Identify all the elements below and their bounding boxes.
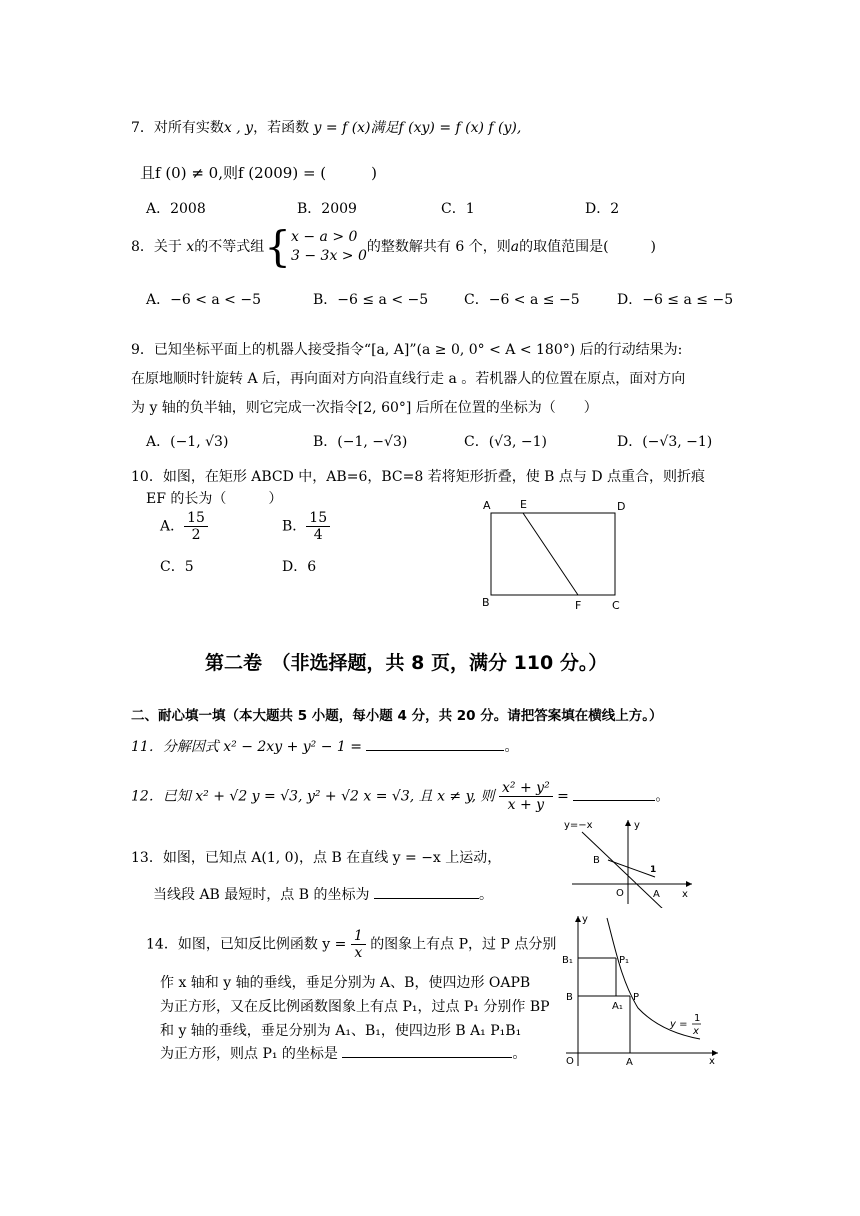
label-y-eq: y =: [670, 1019, 688, 1030]
q7-option-d: D．2: [585, 201, 620, 217]
q10-option-a: [160, 510, 208, 543]
q14-line3: 为正方形，又在反比例函数图象上有点 P₁，过点 P₁ 分别作 BP: [160, 999, 550, 1015]
q10-option-b: [282, 510, 330, 543]
q9-line2: 在原地顺时针旋转 A 后，再向面对方向沿直线行走 a 。若机器人的位置在原点，面对方向: [131, 371, 686, 387]
q12-numerator: x² + y²: [499, 780, 553, 797]
q7-func: y = f (x)满足f (xy) = f (x) f (y),: [313, 120, 522, 136]
label-b: B: [593, 855, 600, 866]
q7-vars: x , y: [223, 120, 254, 136]
label-a1: A₁: [612, 1001, 623, 1012]
q13-answer-blank[interactable]: [374, 884, 479, 899]
fold-line-ef: [523, 513, 578, 595]
q7-option-c: C．1: [441, 201, 475, 217]
q8-avar: a: [510, 239, 520, 255]
label-b1: B₁: [562, 955, 573, 966]
q12-end: 。: [655, 788, 670, 805]
q14-line1: [146, 928, 556, 961]
q8-system: [291, 228, 367, 266]
q10-option-b-fraction: [306, 510, 330, 543]
q13-line1: 13．如图，已知点 A(1, 0)，点 B 在直线 y = −x 上运动，: [131, 850, 502, 866]
q10-option-a-fraction: [184, 510, 208, 543]
section-2-title: 第二卷 （非选择题，共 8 页，满分 110 分。）: [205, 652, 608, 674]
label-a: A: [653, 889, 660, 900]
q9-option-d: D．(−√3, −1): [617, 434, 713, 450]
label-a: A: [483, 499, 491, 512]
label-e: E: [520, 498, 527, 511]
q14-end: 。: [512, 1046, 527, 1062]
q12-denominator: x + y: [507, 797, 545, 814]
q7-lead: 对所有实数: [153, 120, 224, 136]
label-x: x: [709, 1056, 715, 1067]
q11-text: 11．分解因式 x² − 2xy + y² − 1 =: [131, 739, 362, 755]
q14-inverse-function-figure: [558, 912, 722, 1072]
q14-lead: 14．如图，已知反比例函数 y =: [146, 936, 347, 953]
q8-mid: 的不等式组: [194, 239, 265, 255]
y-axis-arrow: [625, 820, 631, 826]
q9-option-b: B．(−1, −√3): [313, 434, 408, 450]
q12-fraction: [499, 780, 553, 813]
q8-number: 8．: [131, 239, 154, 255]
q10-line2: EF 的长为（ ）: [146, 491, 283, 507]
q8-option-d: D．−6 ≤ a ≤ −5: [617, 292, 734, 308]
part-2-heading: 二、耐心填一填（本大题共 5 小题，每小题 4 分，共 20 分。请把答案填在横线上方。）: [131, 708, 663, 724]
label-o: O: [566, 1056, 574, 1067]
q10-option-d: D．6: [282, 559, 317, 575]
label-frac-num: 1: [694, 1013, 701, 1024]
q8-var: x: [186, 239, 195, 255]
q14-answer-blank[interactable]: [342, 1043, 512, 1058]
q8-ineq2: 3 − 3x > 0: [291, 248, 367, 264]
q8-tail2: 的取值范围是( ): [519, 239, 657, 255]
q10-rectangle-figure: [478, 496, 630, 614]
q7-option-b: B．2009: [297, 201, 357, 217]
q14-line5-text: 为正方形，则点 P₁ 的坐标是: [160, 1046, 338, 1062]
label-d: D: [617, 500, 626, 513]
q10-line1: 10．如图，在矩形 ABCD 中，AB=6，BC=8 若将矩形折叠，使 B 点与 D 点重合，则折痕: [131, 469, 706, 485]
label-frac-den: x: [693, 1026, 699, 1037]
label-b: B: [482, 596, 490, 609]
label-x: x: [682, 889, 688, 900]
q7-option-a: A．2008: [146, 201, 206, 217]
rect-abcd: [491, 513, 615, 595]
q14-fraction: [351, 928, 366, 961]
q8-ineq1: x − a > 0: [291, 229, 358, 246]
q12-answer-blank[interactable]: [573, 786, 655, 801]
label-a: A: [626, 1057, 633, 1068]
q14-line5: [160, 1043, 526, 1063]
label-c: C: [612, 599, 620, 612]
q13-line2-text: 当线段 AB 最短时，点 B 的坐标为: [153, 887, 370, 903]
x-axis-arrow: [686, 881, 692, 887]
q7-sep: ，若函数: [253, 120, 310, 136]
q12-equals: =: [557, 788, 569, 805]
q10-option-b-label: B．: [282, 518, 307, 535]
label-o: O: [616, 888, 624, 899]
q10-option-c: C．5: [160, 559, 194, 575]
q14-fraction-num: 1: [351, 928, 366, 945]
q9-line1: 9．已知坐标平面上的机器人接受指令“[a, A]”(a ≥ 0, 0° < A < 180°) 后的行动结果为:: [131, 342, 683, 358]
q9-option-a: A．(−1, √3): [146, 434, 229, 450]
q13-coordinate-figure: [558, 812, 698, 908]
label-p1: P₁: [619, 955, 630, 966]
q13-end: 。: [478, 887, 493, 903]
q14-line4: 和 y 轴的垂线，垂足分别为 A₁、B₁，使四边形 B A₁ P₁B₁: [160, 1023, 522, 1039]
label-y: y: [634, 820, 640, 831]
q12-line: [131, 780, 669, 813]
q8-option-b: B．−6 ≤ a < −5: [313, 292, 429, 308]
label-y: y: [582, 914, 588, 925]
q7-line1: [131, 117, 521, 137]
q9-line3: 为 y 轴的负半轴，则它完成一次指令[2, 60°] 后所在位置的坐标为（ ）: [131, 400, 598, 416]
q8-option-c: C．−6 < a ≤ −5: [464, 292, 580, 308]
y-axis-arrow: [575, 916, 581, 922]
label-1: 1: [650, 865, 657, 875]
label-f: F: [575, 599, 582, 612]
q11-end: 。: [504, 739, 519, 755]
q14-line2: 作 x 轴和 y 轴的垂线，垂足分别为 A、B，使四边形 OAPB: [160, 975, 531, 991]
q13-line2: [153, 884, 493, 904]
q10-option-a-den: 2: [191, 527, 201, 544]
q10-option-b-den: 4: [313, 527, 323, 544]
q9-option-c: C．(√3, −1): [464, 434, 548, 450]
q14-fraction-den: x: [354, 945, 363, 962]
q8-line: [131, 222, 657, 271]
label-y-eq-neg-x: y=−x: [564, 820, 593, 831]
q8-brace: {: [264, 222, 292, 271]
q10-option-a-num: 15: [184, 510, 208, 527]
q11-line: [131, 736, 518, 756]
q10-option-b-num: 15: [306, 510, 330, 527]
label-p: P: [633, 992, 640, 1003]
q11-answer-blank[interactable]: [366, 736, 504, 751]
q8-option-a: A．−6 < a < −5: [146, 292, 261, 308]
label-b: B: [566, 992, 573, 1003]
q8-lead: 关于: [153, 239, 182, 255]
q14-lead-tail: 的图象上有点 P，过 P 点分别: [370, 936, 557, 953]
q8-tail: 的整数解共有 6 个，则: [366, 239, 511, 255]
q7-number: 7．: [131, 120, 154, 136]
q12-text: 12．已知 x² + √2 y = √3, y² + √2 x = √3, 且 x ≠ y, 则: [131, 788, 495, 805]
segment-ab: [608, 860, 655, 877]
q10-option-a-label: A．: [160, 518, 185, 535]
q7-line2: 且f (0) ≠ 0,则f (2009) = ( ): [140, 164, 377, 182]
